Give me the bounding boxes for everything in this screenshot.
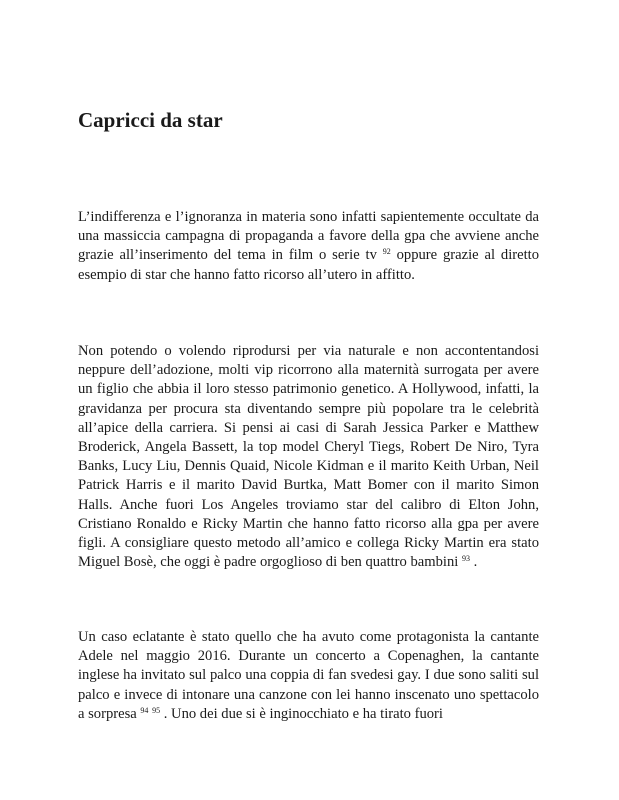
footnote-ref-95[interactable]: 95 <box>152 705 161 715</box>
paragraph-3 <box>78 628 539 724</box>
footnote-ref-94[interactable]: 94 <box>140 705 149 715</box>
paragraph-1-text-b: oppure grazie al diretto esempio di star che hanno fatto ricorso all’utero in affitto. <box>78 247 539 283</box>
paragraph-2-text-a: Non potendo o volendo riprodursi per via naturale e non accontentandosi neppure dell’adozione, molti vip ricorrono alla maternità surrogata per avere un figlio che abbia il loro stesso patrimonio genetico. A Hollywood, infatti, la gravidanza per procura sta diventando sempre più popolare tra le celebrità all’apice della carriera. Si pensi ai casi di Sarah Jessica Parker e Matthew Broderick, Angela Bassett, la top model Cheryl Tiegs, Robert De Niro, Tyra Banks, Lucy Liu, Dennis Quaid, Nicole Kidman e il marito Keith Urban, Neil Patrick Harris e il marito David Burtka, Matt Bomer con il marito Simon Halls. Anche fuori Los Angeles troviamo star del calibro di Elton John, Cristiano Ronaldo e Ricky Martin che hanno fatto ricorso alla gpa per avere figli. A consigliare questo metodo all’amico e collega Ricky Martin era stato Miguel Bosè, che oggi è padre orgoglioso di ben quattro bambini <box>78 343 539 571</box>
paragraph-1 <box>78 208 539 285</box>
footnote-ref-93[interactable]: 93 <box>461 554 470 564</box>
paragraph-2-text-b: . <box>469 554 478 571</box>
paragraph-2 <box>78 342 539 572</box>
paragraph-3-text-a: Un caso eclatante è stato quello che ha avuto come protagonista la cantante Adele nel maggio 2016. Durante un concerto a Copenaghen, la cantante inglese ha invitato sul palco una coppia di fan svedesi gay. I due sono saliti sul palco e invece di intonare una canzone con lei hanno inscenato uno spettacolo a sorpresa <box>78 629 539 722</box>
paragraph-1-text-a: L’indifferenza e l’ignoranza in materia sono infatti sapientemente occultate da una massiccia campagna di propaganda a favore della gpa che avviene anche grazie all’inserimento del tema in film o serie tv <box>78 209 539 264</box>
paragraph-3-text-b: . Uno dei due si è inginocchiato e ha tirato fuori <box>160 705 443 722</box>
chapter-title: Capricci da star <box>78 108 223 132</box>
footnote-ref-92[interactable]: 92 <box>382 247 391 257</box>
